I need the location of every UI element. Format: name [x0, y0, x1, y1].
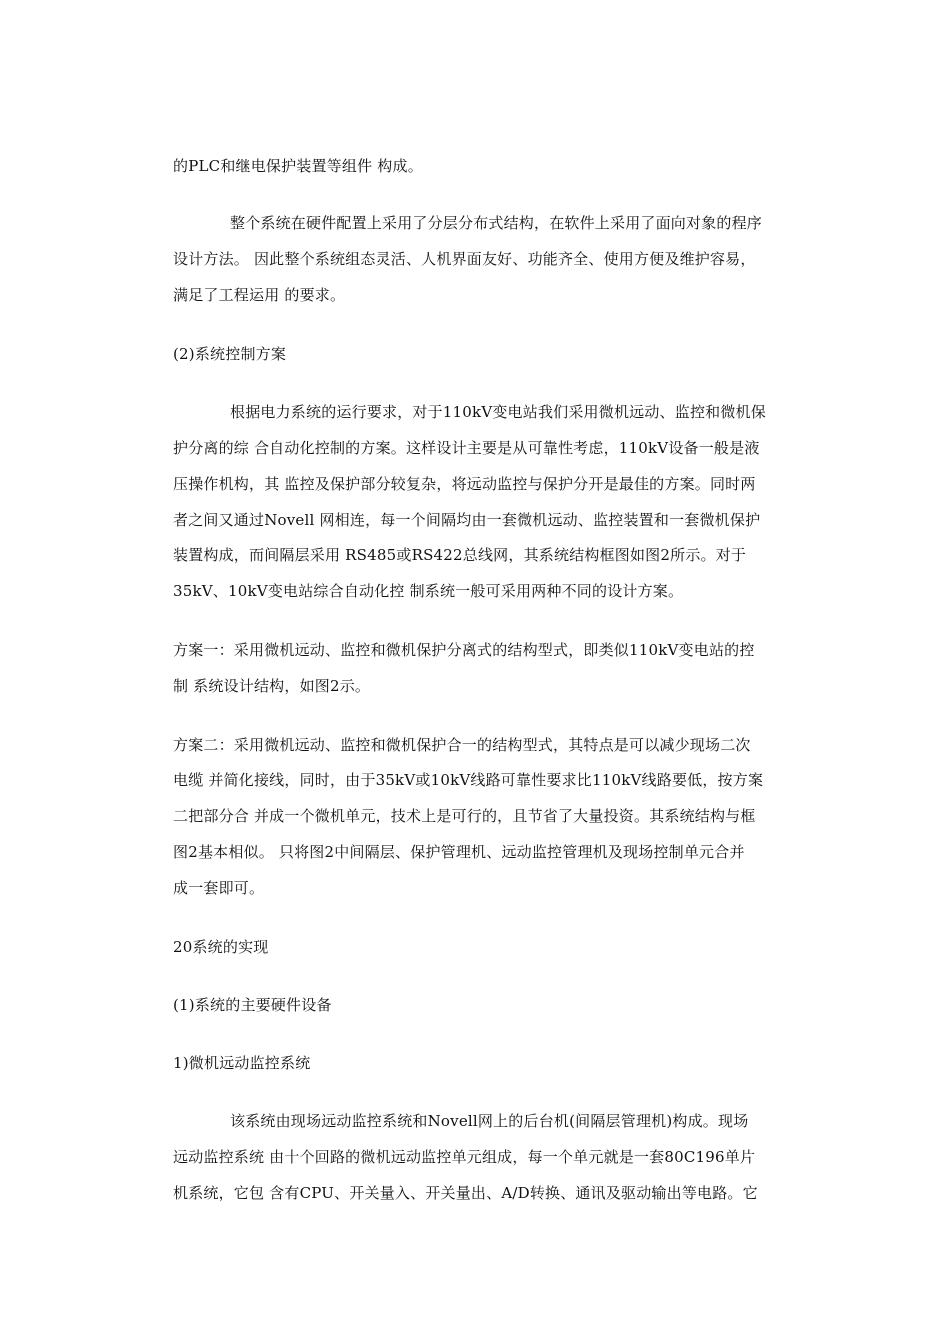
- text-line: 该系统由现场远动监控系统和Novell网上的后台机(间隔层管理机)构成。现场: [230, 1112, 749, 1130]
- text-line: 机系统，它包 含有CPU、开关量入、开关量出、A/D转换、通讯及驱动输出等电路。它: [173, 1184, 758, 1202]
- section-heading: (1)系统的主要硬件设备: [173, 996, 332, 1014]
- text-line: 的PLC和继电保护装置等组件 构成。: [173, 157, 423, 175]
- text-line: 制 系统设计结构，如图2示。: [173, 677, 371, 695]
- text-line: 满足了工程运用 的要求。: [173, 286, 346, 304]
- text-line: 根据电力系统的运行要求，对于110kV变电站我们采用微机远动、监控和微机保: [230, 403, 766, 421]
- text-line: 方案一：采用微机远动、监控和微机保护分离式的结构型式，即类似110kV变电站的控: [173, 641, 755, 659]
- text-line: 设计方法。 因此整个系统组态灵活、人机界面友好、功能齐全、使用方便及维护容易，: [173, 250, 756, 268]
- text-line: 35kV、10kV变电站综合自动化控 制系统一般可采用两种不同的设计方案。: [173, 582, 684, 600]
- text-line: 远动监控系统 由十个回路的微机远动监控单元组成，每一个单元就是一套80C196单片: [173, 1148, 756, 1166]
- text-line: 成一套即可。: [173, 879, 265, 897]
- text-line: 图2基本相似。 只将图2中间隔层、保护管理机、远动监控管理机及现场控制单元合并: [173, 843, 745, 861]
- text-line: 护分离的综 合自动化控制的方案。这样设计主要是从可靠性考虑，110kV设备一般是液: [173, 439, 760, 457]
- text-line: 压操作机构，其 监控及保护部分较复杂，将远动监控与保护分开是最佳的方案。同时两: [173, 475, 756, 493]
- text-line: 电缆 并简化接线，同时，由于35kV或10kV线路可靠性要求比110kV线路要低，按方案: [173, 771, 764, 789]
- section-heading: (2)系统控制方案: [173, 345, 287, 363]
- text-line: 装置构成，而间隔层采用 RS485或RS422总线网，其系统结构框图如图2所示。对于: [173, 546, 747, 564]
- text-line: 方案二：采用微机远动、监控和微机保护合一的结构型式，其特点是可以减少现场二次: [173, 736, 751, 754]
- text-line: 者之间又通过Novell 网相连，每一个间隔均由一套微机远动、监控装置和一套微机保护: [173, 511, 761, 529]
- section-heading: 1)微机远动监控系统: [173, 1054, 311, 1072]
- text-line: 整个系统在硬件配置上采用了分层分布式结构，在软件上采用了面向对象的程序: [230, 214, 763, 232]
- text-line: 二把部分合 并成一个微机单元，技术上是可行的，且节省了大量投资。其系统结构与框: [173, 807, 756, 825]
- section-heading: 20系统的实现: [173, 938, 269, 956]
